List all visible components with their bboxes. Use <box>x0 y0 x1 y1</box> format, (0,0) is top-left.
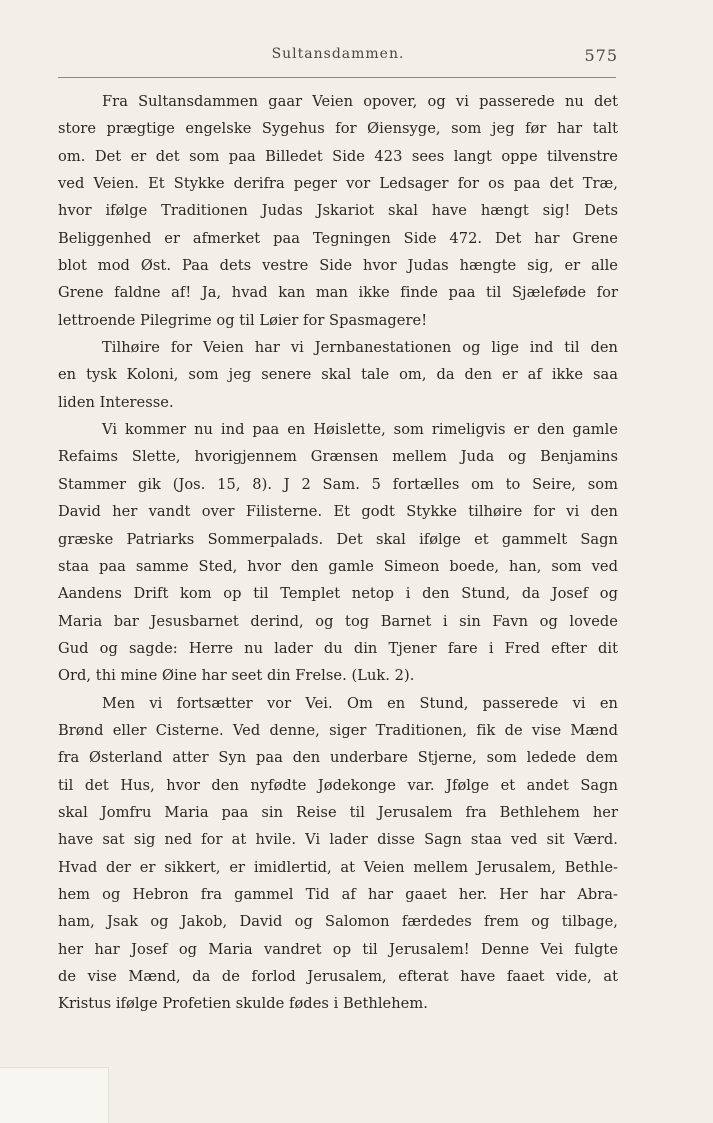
text-line: Refaims Slette, hvorigjennem Grænsen mellem Juda og Benjamins <box>58 448 618 466</box>
text-line: Kristus ifølge Profetien skulde fødes i Bethlehem. <box>58 995 428 1013</box>
text-line: hem og Hebron fra gammel Tid af har gaaet her. Her har Abra- <box>58 885 618 903</box>
header-rule <box>58 77 616 78</box>
running-title: Sultansdammen. <box>271 46 405 62</box>
text-line: Men vi fortsætter vor Vei. Om en Stund, passerede vi en <box>102 694 618 712</box>
text-line: skal Jomfru Maria paa sin Reise til Jerusalem fra Bethlehem her <box>58 803 618 821</box>
text-line: de vise Mænd, da de forlod Jerusalem, efterat have faaet vide, at <box>58 968 618 985</box>
text-line: Gud og sagde: Herre nu lader du din Tjener fare i Fred efter dit <box>58 639 618 657</box>
text-line: om. Det er det som paa Billedet Side 423 sees langt oppe tilvenstre <box>58 147 618 165</box>
page-corner-tab <box>0 1067 109 1123</box>
text-line: Maria bar Jesusbarnet derind, og tog Barnet i sin Favn og lovede <box>58 612 618 630</box>
page-number: 575 <box>584 46 618 65</box>
text-line: Grene faldne af! Ja, hvad kan man ikke finde paa til Sjæleføde for <box>58 284 618 302</box>
text-line: Ord, thi mine Øine har seet din Frelse. (Luk. 2). <box>58 667 415 685</box>
text-line: staa paa samme Sted, hvor den gamle Simeon boede, han, som ved <box>58 557 618 575</box>
text-line: Hvad der er sikkert, er imidlertid, at Veien mellem Jerusalem, Bethle- <box>58 858 618 876</box>
text-line: en tysk Koloni, som jeg senere skal tale om, da den er af ikke saa <box>58 366 618 384</box>
text-line: liden Interesse. <box>58 393 174 411</box>
text-line: Aandens Drift kom op til Templet netop i den Stund, da Josef og <box>58 585 618 603</box>
text-line: fra Østerland atter Syn paa den underbare Stjerne, som ledede dem <box>58 749 618 767</box>
text-line: hvor ifølge Traditionen Judas Jskariot skal have hængt sig! Dets <box>58 202 618 220</box>
text-line: Brønd eller Cisterne. Ved denne, siger Traditionen, fik de vise Mænd <box>58 721 618 739</box>
running-head <box>58 46 618 68</box>
text-line: David her vandt over Filisterne. Et godt Stykke tilhøire for vi den <box>58 503 618 521</box>
text-line: her har Josef og Maria vandret op til Jerusalem! Denne Vei fulgte <box>58 940 618 958</box>
text-line: Tilhøire for Veien har vi Jernbanestationen og lige ind til den <box>102 339 618 357</box>
text-line: Vi kommer nu ind paa en Høislette, som rimeligvis er den gamle <box>102 421 618 439</box>
text-line: have sat sig ned for at hvile. Vi lader disse Sagn staa ved sit Værd. <box>58 831 618 849</box>
text-line: til det Hus, hvor den nyfødte Jødekonge var. Jfølge et andet Sagn <box>58 776 618 794</box>
text-line: Stammer gik (Jos. 15, 8). J 2 Sam. 5 fortælles om to Seire, som <box>58 475 618 493</box>
text-line: store prægtige engelske Sygehus for Øiensyge, som jeg før har talt <box>58 120 618 138</box>
body-text <box>58 88 618 1018</box>
text-line: ved Veien. Et Stykke derifra peger vor Ledsager for os paa det Træ, <box>58 175 618 193</box>
text-line: blot mod Øst. Paa dets vestre Side hvor Judas hængte sig, er alle <box>58 257 618 275</box>
text-line: lettroende Pilegrime og til Løier for Spasmagere! <box>58 311 428 329</box>
text-line: Fra Sultansdammen gaar Veien opover, og vi passerede nu det <box>102 93 618 110</box>
text-line: ham, Jsak og Jakob, David og Salomon færdedes frem og tilbage, <box>58 913 618 931</box>
text-line: Beliggenhed er afmerket paa Tegningen Side 472. Det har Grene <box>58 229 618 247</box>
text-line: græske Patriarks Sommerpalads. Det skal ifølge et gammelt Sagn <box>58 530 618 548</box>
